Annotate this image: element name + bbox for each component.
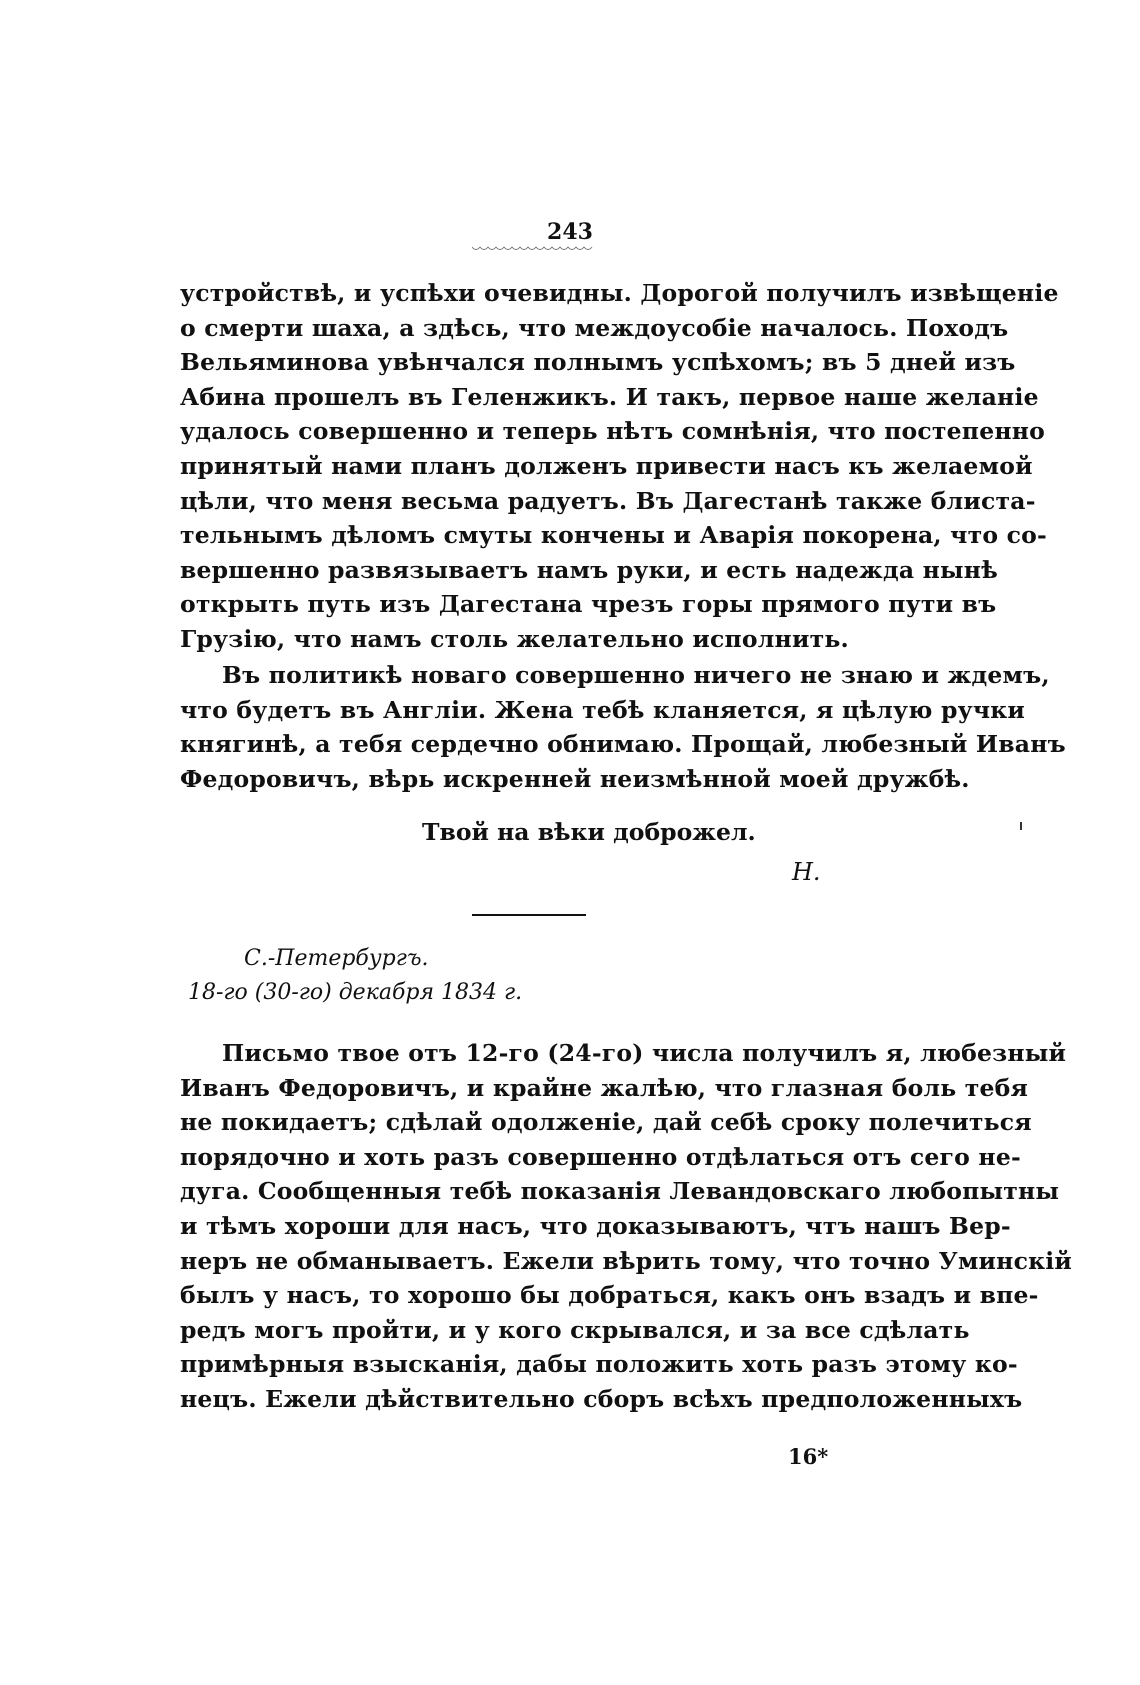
margin-tick [1020, 822, 1022, 830]
closing-salutation: Твой на вѣки доброжел. [422, 818, 756, 846]
text-line: редъ могъ пройти, и у кого скрывался, и за все сдѣлать [180, 1315, 970, 1344]
text-line: Федоровичъ, вѣрь искренней неизмѣнной моей дружбѣ. [180, 764, 970, 793]
ornament-rule [472, 246, 596, 252]
text-line: былъ у насъ, то хорошо бы добраться, какъ онъ взадъ и впе- [180, 1281, 1039, 1310]
text-line: Вельяминова увѣнчался полнымъ успѣхомъ; въ 5 дней изъ [180, 348, 1016, 377]
text-line: не покидаетъ; сдѣлай одолженіе, дай себѣ сроку полечиться [180, 1108, 1032, 1137]
text-line: дуга. Сообщенныя тебѣ показанія Левандовскаго любопытны [180, 1177, 1060, 1206]
page-number: 243 [547, 219, 593, 245]
paragraph-1 [180, 276, 1059, 657]
text-line: примѣрныя взысканія, дабы положить хоть разъ этому ко- [180, 1350, 1018, 1379]
text-line: что будетъ въ Англіи. Жена тебѣ кланяется, я цѣлую ручки [180, 695, 1026, 724]
text-line: удалось совершенно и теперь нѣтъ сомнѣнія, что постепенно [180, 417, 1046, 446]
text-line: Въ политикѣ новаго совершенно ничего не знаю и ждемъ, [222, 661, 1050, 689]
text-line: открыть путь изъ Дагестана чрезъ горы прямого пути въ [180, 590, 997, 619]
letter-place: С.-Петербургъ. [244, 946, 429, 971]
text-line: Письмо твое отъ 12-го (24-го) числа получилъ я, любезный [222, 1039, 1067, 1067]
text-line: княгинѣ, а тебя сердечно обнимаю. Прощай, любезный Иванъ [180, 730, 1066, 759]
text-line: Грузію, что намъ столь желательно исполнить. [180, 624, 849, 653]
separator-rule [472, 914, 586, 916]
text-line: о смерти шаха, а здѣсь, что междоусобіе началось. Походъ [180, 313, 1009, 342]
text-line: неръ не обманываетъ. Ежели вѣрить тому, что точно Уминскій [180, 1246, 1073, 1275]
text-line: тельнымъ дѣломъ смуты кончены и Аварія покорена, что со- [180, 521, 1047, 550]
text-line: Иванъ Федоровичъ, и крайне жалѣю, что глазная боль тебя [180, 1073, 1029, 1102]
letter-date: 18-го (30-го) декабря 1834 г. [188, 980, 523, 1005]
text-line: вершенно развязываетъ намъ руки, и есть надежда нынѣ [180, 555, 998, 584]
text-line: устройствѣ, и успѣхи очевидны. Дорогой получилъ извѣщеніе [180, 279, 1059, 307]
text-line: нецъ. Ежели дѣйствительно сборъ всѣхъ предположенныхъ [180, 1384, 1023, 1413]
paragraph-3 [180, 1036, 1073, 1417]
signature: Н. [792, 858, 821, 886]
text-line: порядочно и хоть разъ совершенно отдѣлаться отъ сего не- [180, 1142, 1021, 1171]
sheet-signature-mark: 16* [788, 1444, 829, 1469]
text-line: и тѣмъ хороши для насъ, что доказываютъ, чтъ нашъ Вер- [180, 1211, 1011, 1240]
text-line: Абина прошелъ въ Геленжикъ. И такъ, первое наше желаніе [180, 382, 1039, 411]
text-line: цѣли, что меня весьма радуетъ. Въ Дагестанѣ также блиста- [180, 486, 1036, 515]
paragraph-2 [180, 658, 1066, 796]
text-line: принятый нами планъ долженъ привести насъ къ желаемой [180, 451, 1033, 480]
